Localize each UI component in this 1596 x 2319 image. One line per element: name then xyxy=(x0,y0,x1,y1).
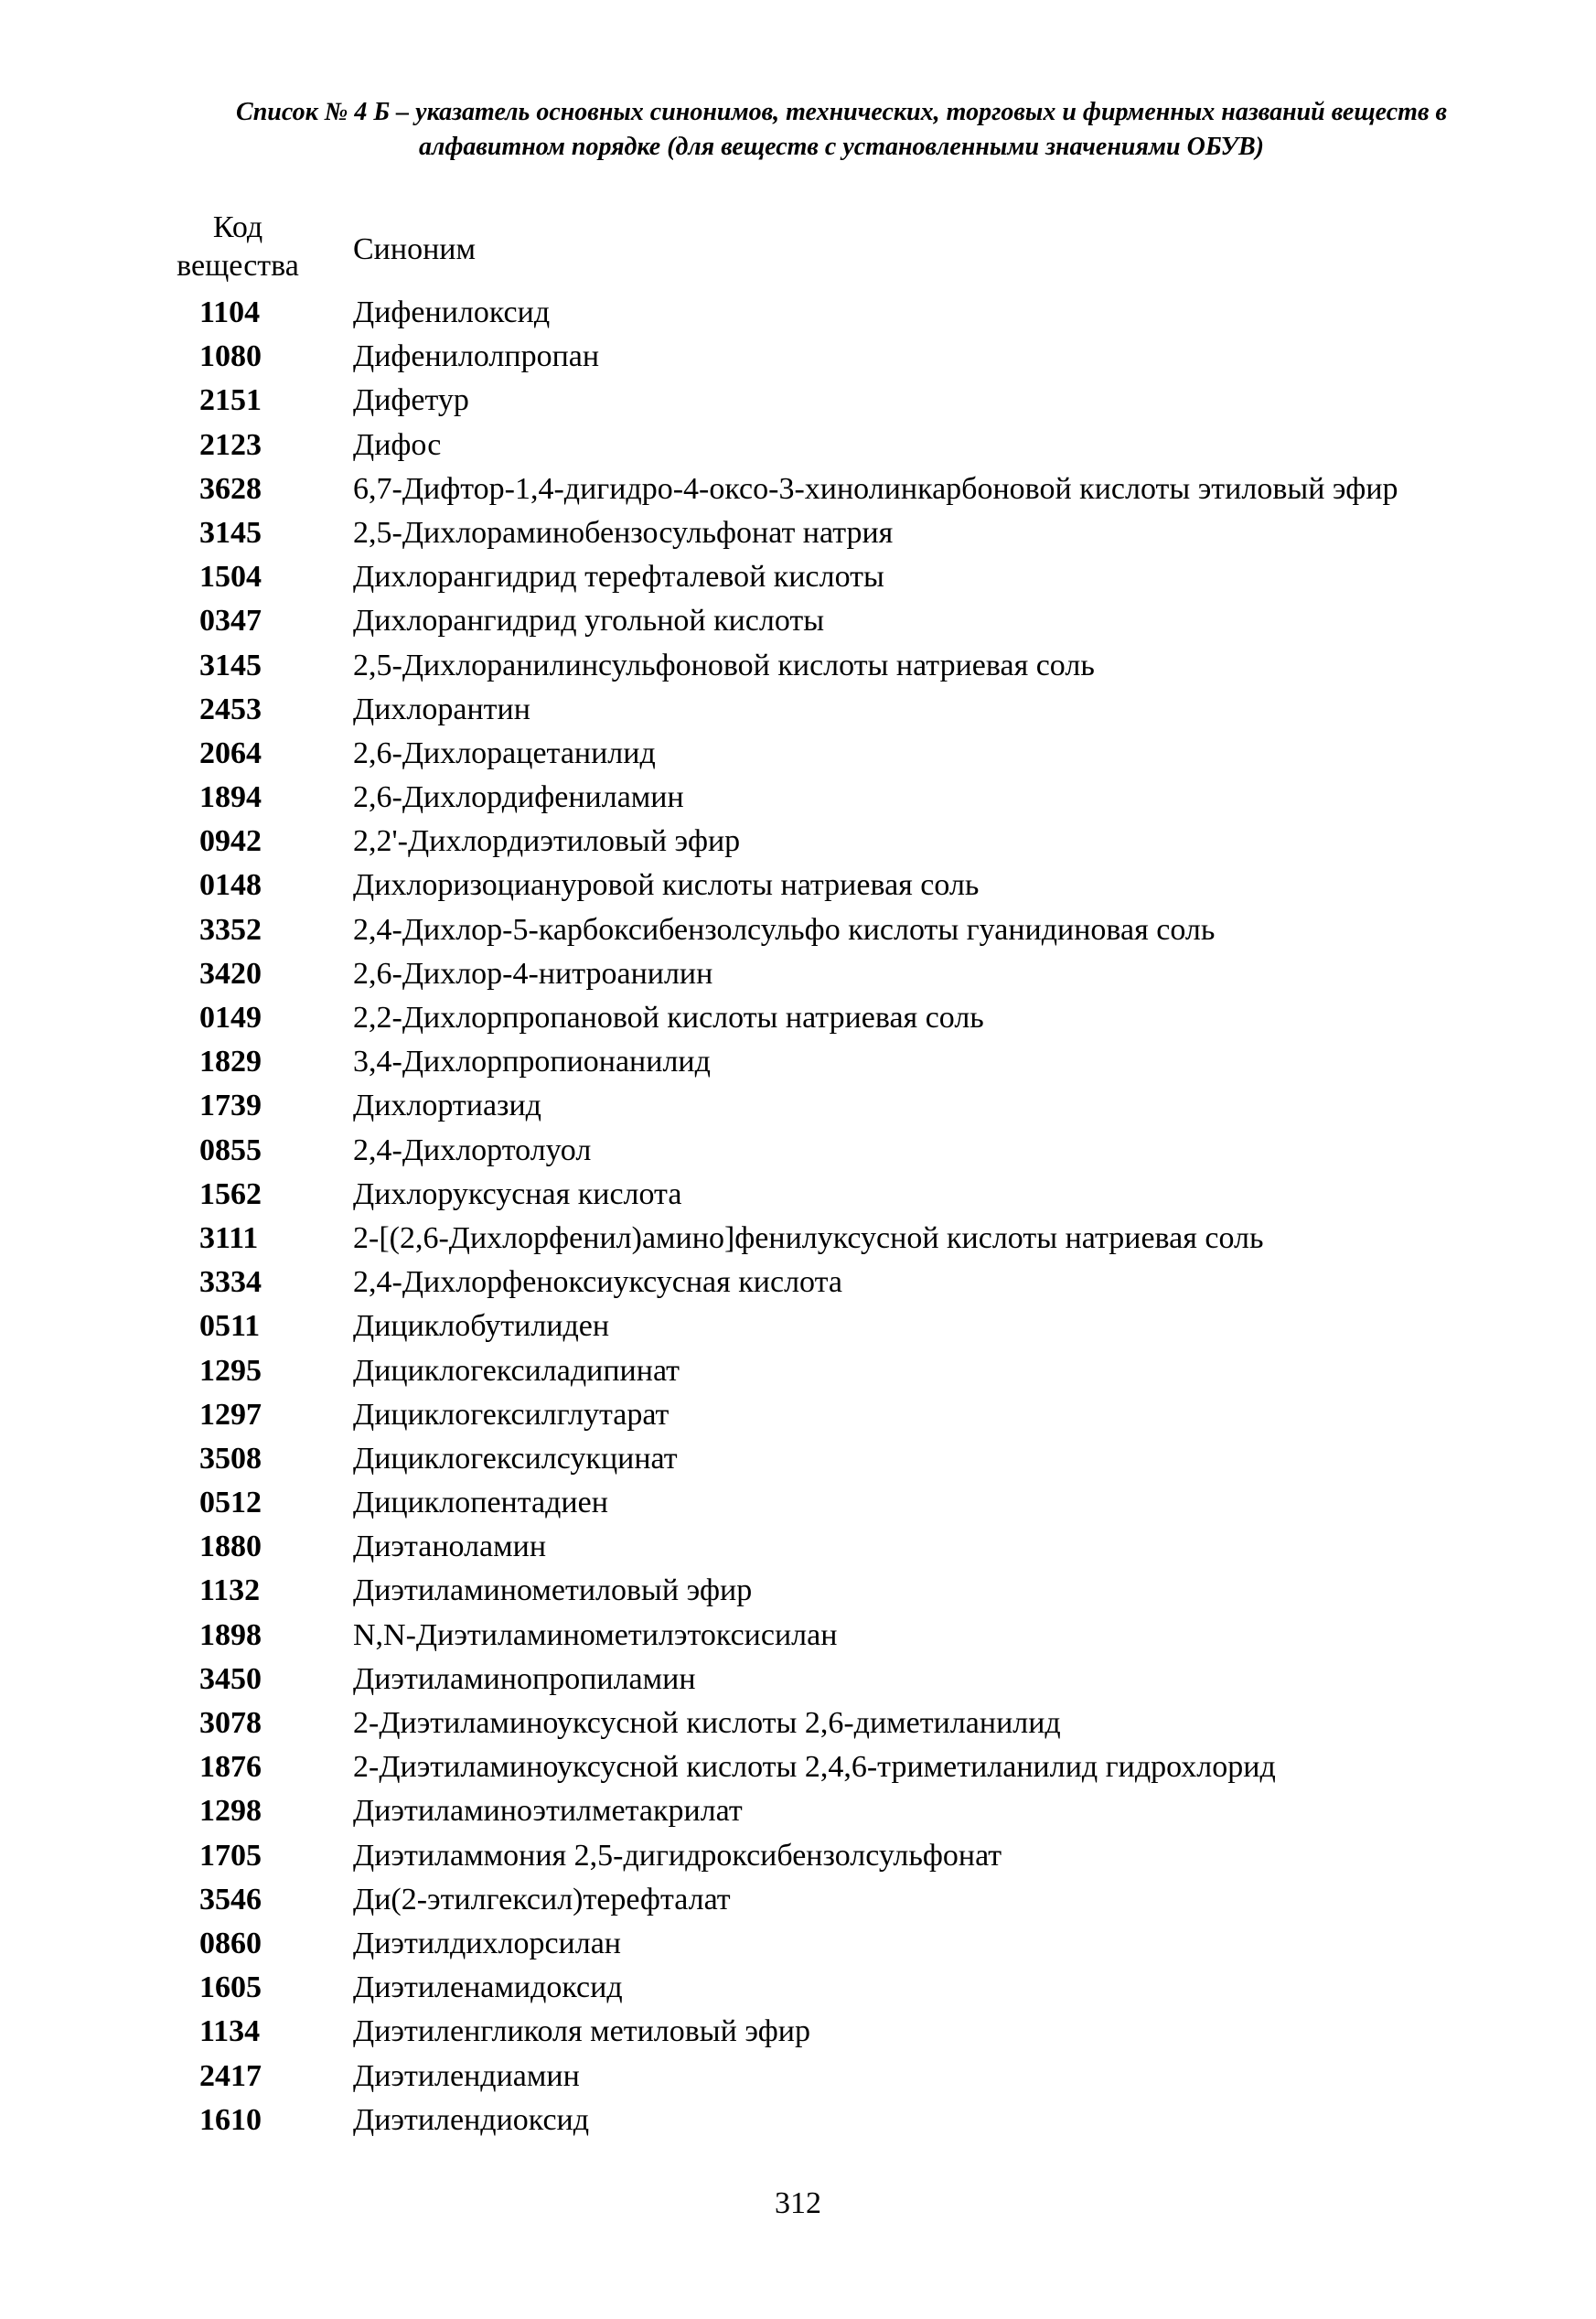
table-row xyxy=(137,1834,1564,1878)
substance-code: 3145 xyxy=(199,515,262,550)
substance-code: 1898 xyxy=(199,1617,262,1652)
substance-code: 1705 xyxy=(199,1838,262,1873)
table-row xyxy=(137,1481,1564,1525)
synonym-name: Диэтиламмония 2,5-дигидроксибензолсульфонат xyxy=(353,1838,1002,1873)
substance-code: 3334 xyxy=(199,1265,262,1300)
table-row xyxy=(137,1922,1564,1966)
column-header-code-line-1: Код xyxy=(212,210,263,244)
synonym-name: Диэтиламинометиловый эфир xyxy=(353,1573,753,1608)
table-row xyxy=(137,1217,1564,1261)
table-row xyxy=(137,1525,1564,1569)
substance-code: 1876 xyxy=(199,1750,262,1785)
substance-code: 0149 xyxy=(199,1001,262,1035)
synonym-name: Диэтилендиамин xyxy=(353,2058,580,2093)
substance-code: 3352 xyxy=(199,912,262,947)
synonym-name: Диэтиламинопропиламин xyxy=(353,1661,696,1696)
substance-code: 0860 xyxy=(199,1926,262,1960)
synonym-name: 3,4-Дихлорпропионанилид xyxy=(353,1045,711,1079)
synonym-name: 2,4-Дихлортолуол xyxy=(353,1133,592,1167)
synonym-name: Дихлорангидрид терефталевой кислоты xyxy=(353,560,884,595)
synonym-name: Дифенилоксид xyxy=(353,295,551,329)
table-row xyxy=(137,379,1564,423)
substance-code: 2453 xyxy=(199,692,262,726)
synonym-name: Диэтиламиноэтилметакрилат xyxy=(353,1794,743,1829)
table-row xyxy=(137,952,1564,996)
table-row xyxy=(137,511,1564,555)
table-row xyxy=(137,1173,1564,1217)
synonym-name: 2-Диэтиламиноуксусной кислоты 2,6-диметиланилид xyxy=(353,1706,1061,1740)
substance-code: 1880 xyxy=(199,1530,262,1564)
substance-code: 1894 xyxy=(199,780,262,815)
table-row xyxy=(137,424,1564,467)
synonym-name: 2,6-Дихлордифениламин xyxy=(353,780,684,815)
substance-code: 3546 xyxy=(199,1882,262,1916)
synonym-name: 2,6-Дихлор-4-нитроанилин xyxy=(353,956,713,991)
synonym-name: Диэтилдихлорсилан xyxy=(353,1926,622,1960)
column-header-synonym: Синоним xyxy=(353,232,476,266)
synonym-name: Дифос xyxy=(353,427,442,462)
page-number: 312 xyxy=(775,2186,821,2220)
table-row xyxy=(137,732,1564,776)
synonym-name: Дициклогексиладипинат xyxy=(353,1353,680,1388)
table-row xyxy=(137,2010,1564,2054)
synonym-table xyxy=(137,209,1564,2142)
table-row xyxy=(137,1349,1564,1393)
synonym-name: 6,7-Дифтор-1,4-дигидро-4-оксо-3-хинолинкарбоновой кислоты этиловый эфир xyxy=(353,471,1398,506)
substance-code: 3145 xyxy=(199,648,262,682)
substance-code: 3628 xyxy=(199,471,262,506)
table-row xyxy=(137,1966,1564,2010)
synonym-name: 2,2'-Дихлордиэтиловый эфир xyxy=(353,824,741,859)
page-title-line-2: алфавитном порядке (для веществ с установленными значениями ОБУВ) xyxy=(418,133,1264,161)
synonym-name: Дициклогексилглутарат xyxy=(353,1397,669,1432)
table-header xyxy=(137,209,1564,291)
table-row xyxy=(137,1789,1564,1833)
table-row xyxy=(137,599,1564,643)
synonym-name: Дихлоризоциануровой кислоты натриевая соль xyxy=(353,868,980,903)
table-row xyxy=(137,1129,1564,1173)
table-row xyxy=(137,1569,1564,1613)
substance-code: 1504 xyxy=(199,560,262,595)
substance-code: 1297 xyxy=(199,1397,262,1432)
synonym-name: 2,6-Дихлорацетанилид xyxy=(353,735,656,770)
table-row xyxy=(137,1084,1564,1128)
synonym-name: 2,4-Дихлорфеноксиуксусная кислота xyxy=(353,1265,842,1300)
synonym-name: 2,2-Дихлорпропановой кислоты натриевая соль xyxy=(353,1001,984,1035)
substance-code: 0942 xyxy=(199,824,262,859)
substance-code: 1134 xyxy=(199,2014,261,2049)
table-row xyxy=(137,467,1564,511)
table-row xyxy=(137,1437,1564,1481)
table-row xyxy=(137,555,1564,599)
table-row xyxy=(137,908,1564,952)
column-header-code-line-2: вещества xyxy=(177,249,299,283)
table-row xyxy=(137,996,1564,1040)
substance-code: 3508 xyxy=(199,1441,262,1476)
table-row xyxy=(137,1878,1564,1922)
synonym-name: Дициклогексилсукцинат xyxy=(353,1441,678,1476)
substance-code: 1562 xyxy=(199,1176,262,1211)
substance-code: 0512 xyxy=(199,1486,262,1520)
table-row xyxy=(137,291,1564,335)
substance-code: 0148 xyxy=(199,868,262,903)
substance-code: 3420 xyxy=(199,956,262,991)
substance-code: 0347 xyxy=(199,604,262,639)
synonym-name: 2-[(2,6-Дихлорфенил)амино]фенилуксусной кислоты натриевая соль xyxy=(353,1220,1264,1255)
substance-code: 2151 xyxy=(199,383,262,418)
substance-code: 3450 xyxy=(199,1661,262,1696)
synonym-name: Дихлортиазид xyxy=(353,1089,541,1123)
substance-code: 2064 xyxy=(199,735,262,770)
table-row xyxy=(137,2099,1564,2142)
table-body xyxy=(137,291,1564,2142)
substance-code: 2417 xyxy=(199,2058,262,2093)
substance-code: 1605 xyxy=(199,1970,262,2005)
substance-code: 0855 xyxy=(199,1133,262,1167)
synonym-name: 2,4-Дихлор-5-карбоксибензолсульфо кислоты гуанидиновая соль xyxy=(353,912,1216,947)
substance-code: 2123 xyxy=(199,427,262,462)
table-row xyxy=(137,1261,1564,1304)
substance-code: 1295 xyxy=(199,1353,262,1388)
table-row xyxy=(137,644,1564,688)
table-row xyxy=(137,688,1564,732)
synonym-name: Диэтаноламин xyxy=(353,1530,547,1564)
table-row xyxy=(137,335,1564,379)
table-row xyxy=(137,1040,1564,1084)
table-row xyxy=(137,1658,1564,1702)
synonym-name: Дифенилолпропан xyxy=(353,339,600,374)
synonym-name: N,N-Диэтиламинометилэтоксисилан xyxy=(353,1617,838,1652)
synonym-name: Дициклопентадиен xyxy=(353,1486,608,1520)
table-row xyxy=(137,1393,1564,1437)
synonym-name: Диэтиленамидоксид xyxy=(353,1970,623,2005)
synonym-name: Дихлорангидрид угольной кислоты xyxy=(353,604,825,639)
table-row xyxy=(137,1304,1564,1348)
synonym-name: Дихлоруксусная кислота xyxy=(353,1176,682,1211)
substance-code: 1829 xyxy=(199,1045,262,1079)
synonym-name: Диэтиленгликоля метиловый эфир xyxy=(353,2014,810,2049)
substance-code: 1610 xyxy=(199,2102,262,2137)
substance-code: 1104 xyxy=(199,295,261,329)
substance-code: 1132 xyxy=(199,1573,261,1608)
table-row xyxy=(137,1702,1564,1745)
substance-code: 3078 xyxy=(199,1706,262,1740)
table-row xyxy=(137,864,1564,907)
synonym-name: Диэтилендиоксид xyxy=(353,2102,590,2137)
substance-code: 1739 xyxy=(199,1089,262,1123)
synonym-name: Дициклобутилиден xyxy=(353,1309,610,1344)
substance-code: 3111 xyxy=(199,1220,259,1255)
synonym-name: Дихлорантин xyxy=(353,692,530,726)
page-title-line-1: Список № 4 Б – указатель основных синонимов, технических, торговых и фирменных названий веществ в xyxy=(236,98,1447,126)
synonym-name: 2,5-Дихлоранилинсульфоновой кислоты натриевая соль xyxy=(353,648,1095,682)
table-row xyxy=(137,776,1564,820)
table-row xyxy=(137,1614,1564,1658)
substance-code: 1298 xyxy=(199,1794,262,1829)
synonym-name: Ди(2-этилгексил)терефталат xyxy=(353,1882,731,1916)
table-row xyxy=(137,820,1564,864)
page-title xyxy=(137,95,1546,165)
synonym-name: 2-Диэтиламиноуксусной кислоты 2,4,6-триметиланилид гидрохлорид xyxy=(353,1750,1276,1785)
column-header-code xyxy=(165,209,311,285)
table-row xyxy=(137,2055,1564,2099)
substance-code: 1080 xyxy=(199,339,262,374)
substance-code: 0511 xyxy=(199,1309,261,1344)
synonym-name: Дифетур xyxy=(353,383,469,418)
table-row xyxy=(137,1745,1564,1789)
synonym-name: 2,5-Дихлораминобензосульфонат натрия xyxy=(353,515,894,550)
